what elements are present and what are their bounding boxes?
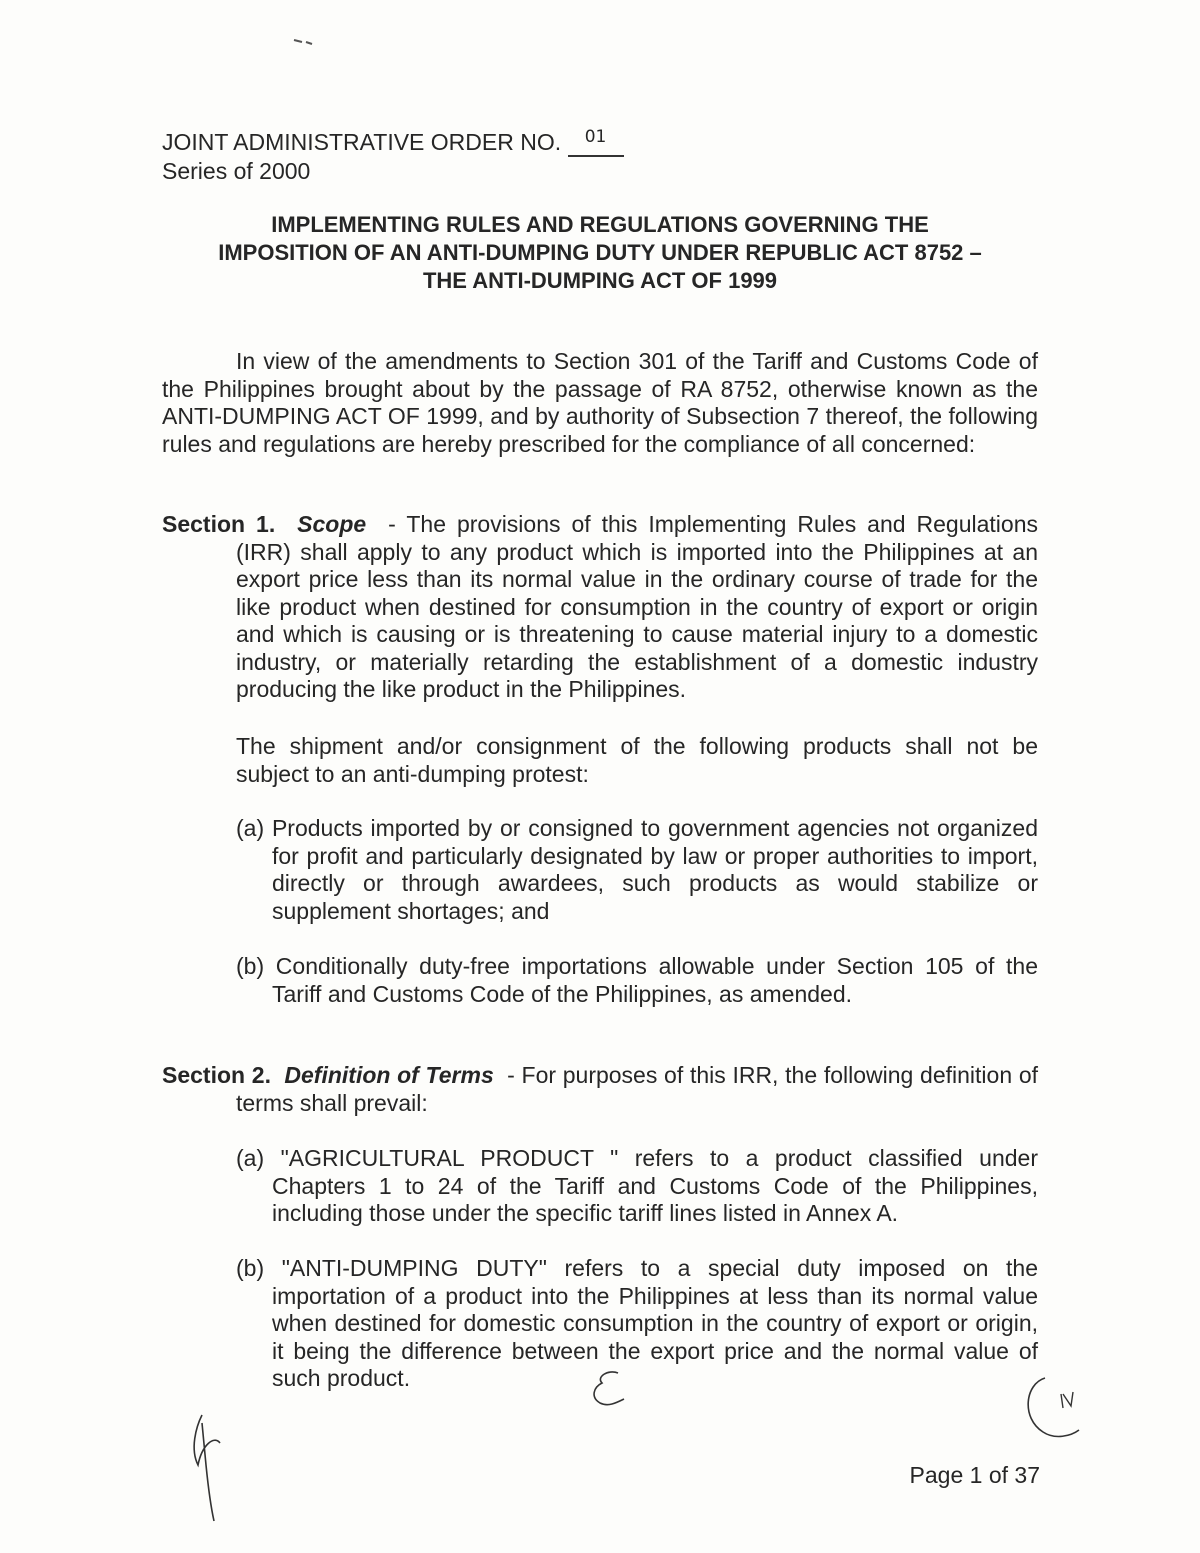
- handwritten-signature-mark: [180, 1405, 240, 1525]
- intro-block: [162, 348, 1038, 458]
- section-2-item-b: (b) "ANTI-DUMPING DUTY" refers to a special duty imposed on the importation of a product into the Philippines at less than its normal value when destined for domestic consumption in the country of export or origin, it being the difference between the export price and the normal value of such product.: [236, 1255, 1038, 1391]
- section-1-term: Scope: [297, 511, 367, 537]
- title-line-2: IMPOSITION OF AN ANTI-DUMPING DUTY UNDER REPUBLIC ACT 8752 –: [218, 240, 982, 265]
- section-1-item-a: (a) Products imported by or consigned to government agencies not organized for profit and particularly designated by law or proper authorities to import, directly or through awardees, such products as would stabilize or supplement shortages; and: [236, 815, 1038, 924]
- order-header: [162, 128, 624, 185]
- title-line-3: THE ANTI-DUMPING ACT OF 1999: [422, 268, 778, 293]
- intro-paragraph: In view of the amendments to Section 301 of the Tariff and Customs Code of the Philippines brought about by the passage of RA 8752, otherwise known as the ANTI-DUMPING ACT OF 1999, and by authority of Subsection 7 thereof, the following rules and regulations are hereby prescribed for the compliance of all concerned:: [162, 348, 1038, 457]
- section-1-body: [162, 511, 1038, 704]
- document-title: [150, 211, 1050, 295]
- order-number-line: [162, 128, 624, 157]
- section-1-text: - The provisions of this Implementing Rules and Regulations (IRR) shall apply to any product which is imported into the Philippines at an export price less than its normal value in the ordinary course of trade for the like product when destined for consumption in the country of export or origin and which is causing or is threatening to cause material injury to a domestic industry, or materially retarding the establishment of a domestic industry producing the like product in the Philippines.: [236, 511, 1038, 702]
- order-prefix: JOINT ADMINISTRATIVE ORDER NO.: [162, 129, 562, 155]
- page-number: Page 1 of 37: [909, 1462, 1040, 1488]
- section-2-body: [162, 1062, 1038, 1117]
- title-line-1: IMPLEMENTING RULES AND REGULATIONS GOVERNING THE: [271, 212, 929, 237]
- scan-speck-mark: [290, 30, 320, 50]
- section-1: [162, 511, 1038, 704]
- order-number: 01: [584, 127, 607, 147]
- section-2-item-a: (a) "AGRICULTURAL PRODUCT " refers to a product classified under Chapters 1 to 24 of the Tariff and Customs Code of the Philippines, including those under the specific tariff lines listed in Annex A.: [236, 1145, 1038, 1226]
- order-number-field: [568, 127, 624, 157]
- section-2-label: Section 2.: [162, 1062, 271, 1088]
- section-1-item-b: (b) Conditionally duty-free importations allowable under Section 105 of the Tariff and Customs Code of the Philippines, as amended.: [236, 953, 1038, 1007]
- section-2-text: - For purposes of this IRR, the following definition of terms shall prevail:: [236, 1062, 1038, 1116]
- section-1-para-2: The shipment and/or consignment of the following products shall not be subject to an anti-dumping protest:: [236, 733, 1038, 787]
- order-series: Series of 2000: [162, 158, 311, 184]
- section-2-term: Definition of Terms: [284, 1062, 494, 1088]
- section-2: [162, 1062, 1038, 1117]
- section-1-label: Section 1.: [162, 511, 276, 537]
